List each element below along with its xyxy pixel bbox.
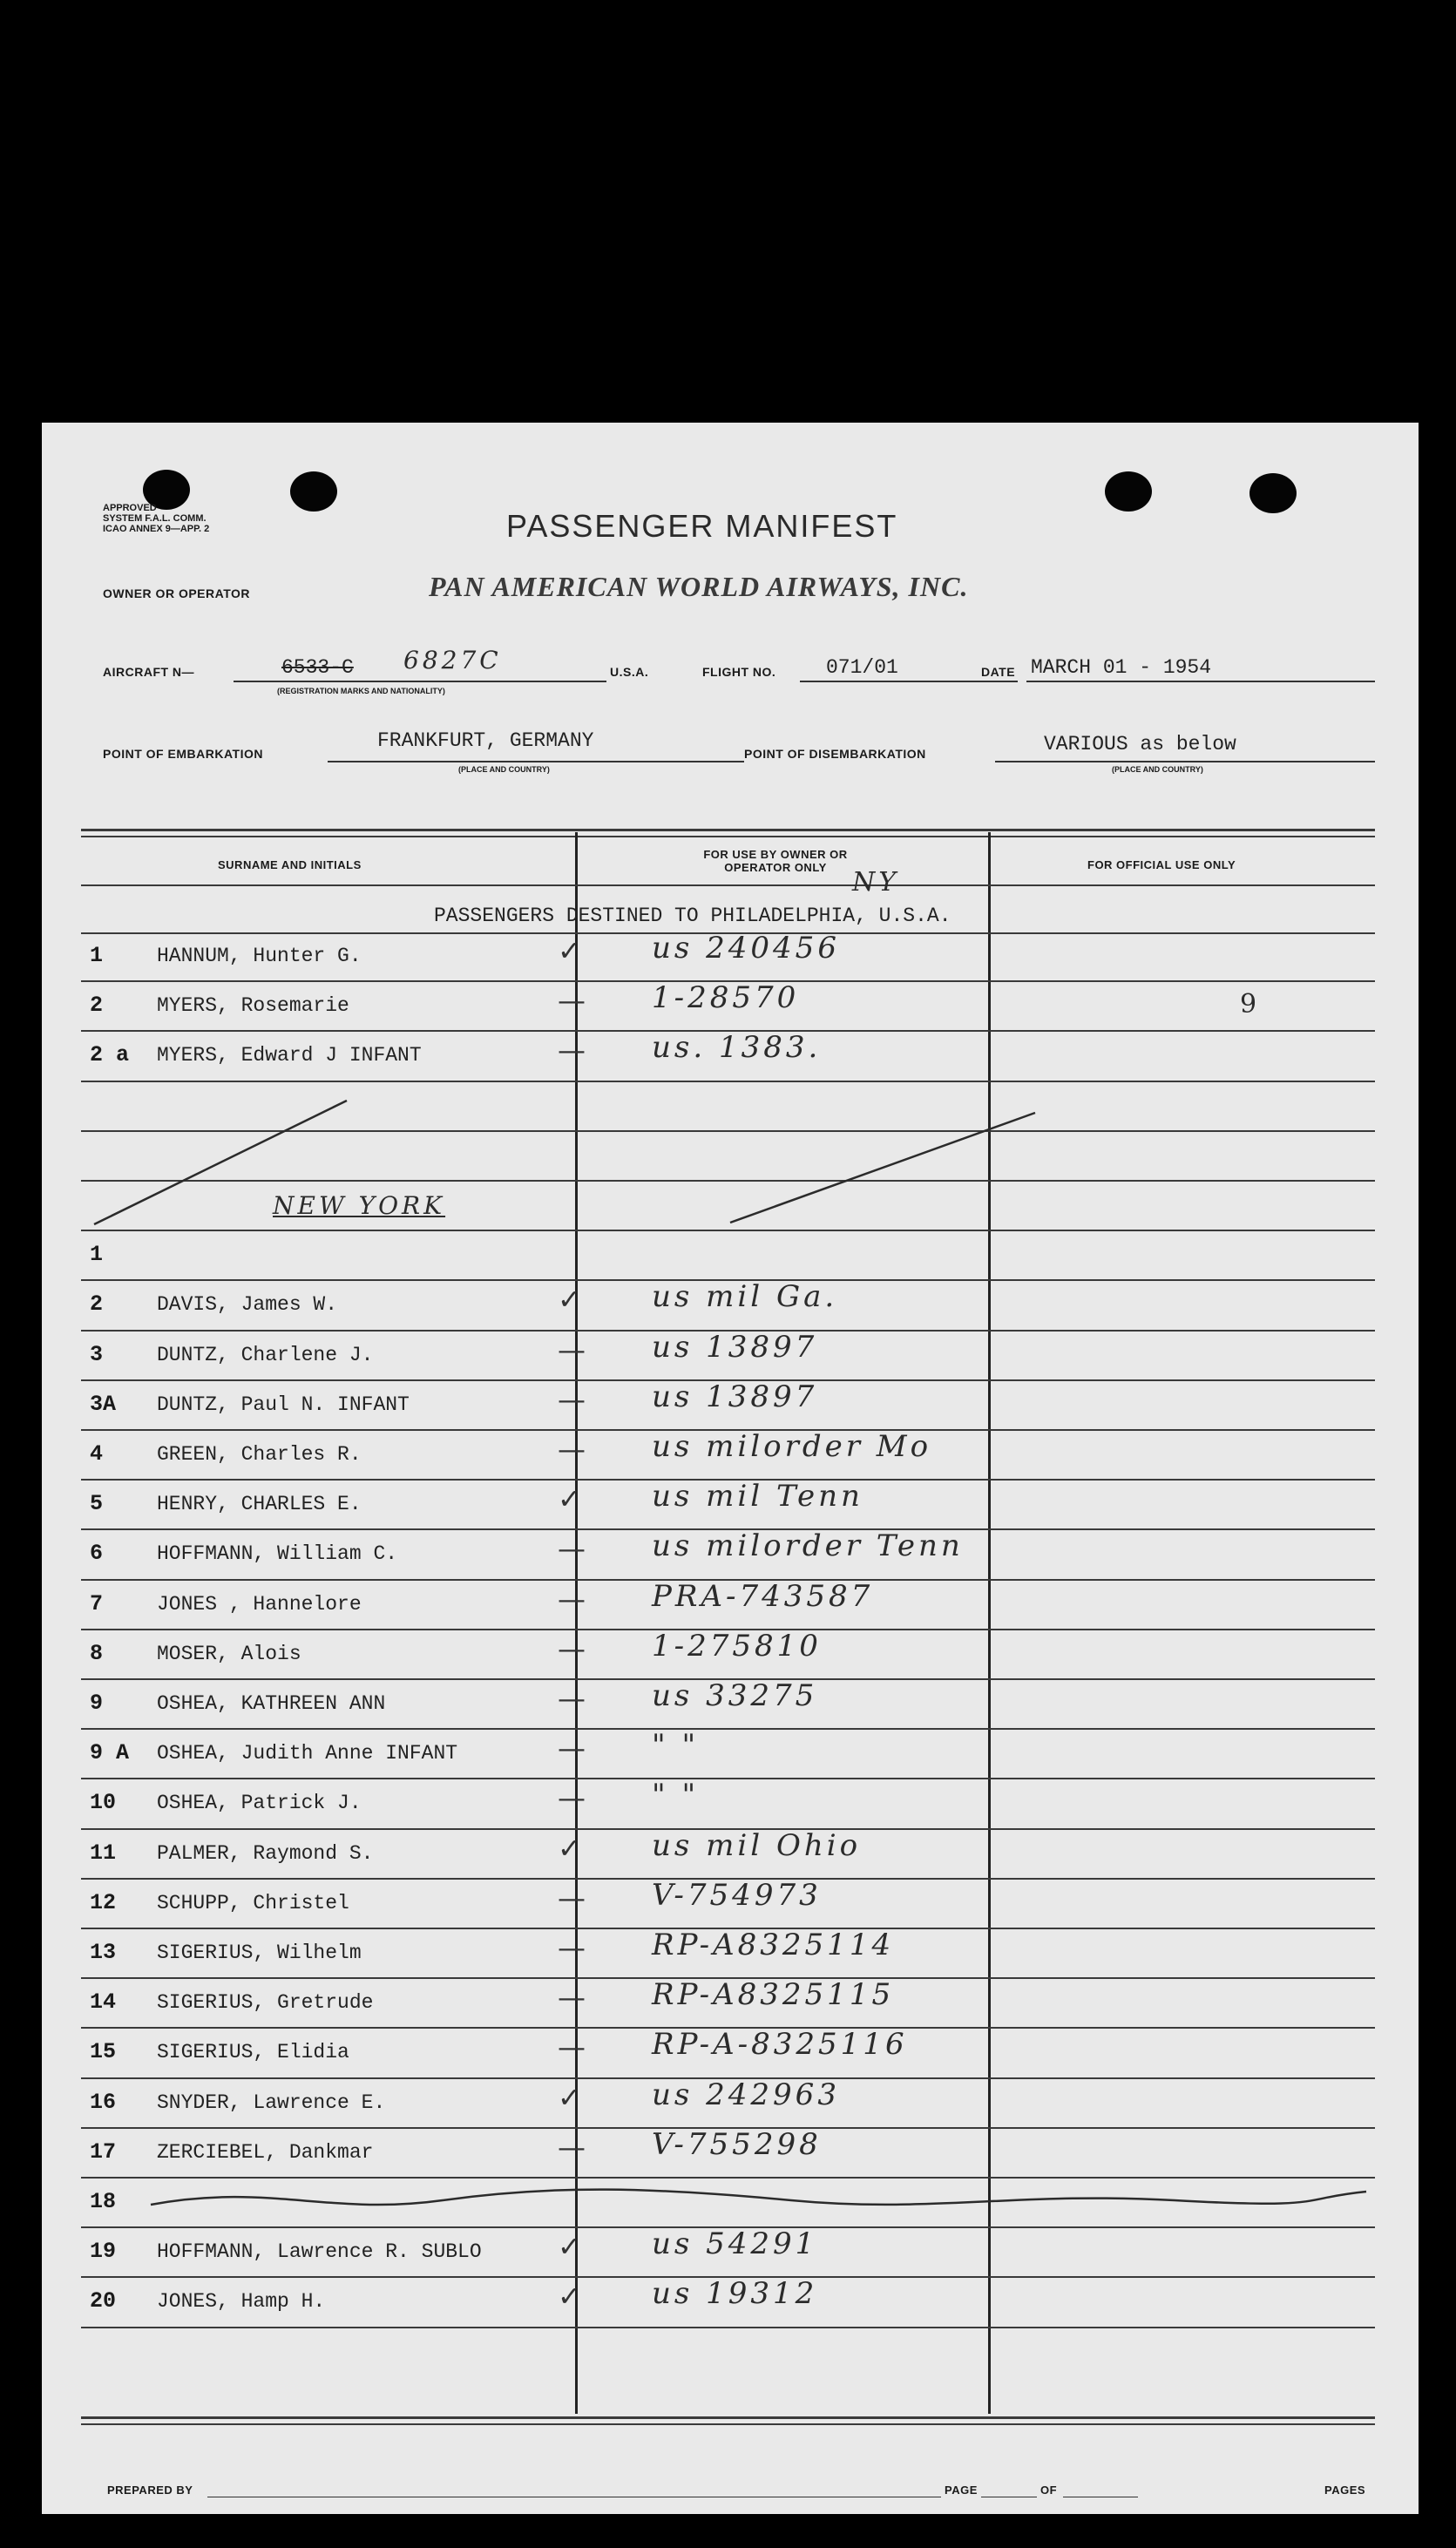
row-number: 12 [90, 1889, 117, 1915]
strike-line [730, 1113, 1035, 1223]
dash-mark-icon: — [558, 1682, 586, 1715]
row-number: 3A [90, 1391, 117, 1417]
aircraft-label: AIRCRAFT N— [103, 665, 195, 679]
dash-mark-icon: — [558, 1382, 586, 1416]
dash-mark-icon: — [558, 984, 586, 1018]
passenger-document-note: us mil Tenn [652, 1479, 863, 1515]
dash-mark-icon: — [558, 1631, 586, 1665]
company-name: PAN AMERICAN WORLD AIRWAYS, INC. [429, 571, 969, 602]
row-number: 2 [90, 993, 104, 1019]
row-number: 11 [90, 1840, 117, 1866]
embarkation-value: FRANKFURT, GERMANY [377, 729, 594, 752]
check-mark-icon: ✓ [558, 2280, 581, 2314]
section-heading-hand: NY [852, 867, 900, 898]
passenger-name: SIGERIUS, Elidia [157, 2041, 349, 2064]
row-number: 2 [90, 1291, 104, 1318]
dash-mark-icon: — [558, 1332, 586, 1366]
passenger-name: HANNUM, Hunter G. [157, 945, 362, 967]
passenger-name: HOFFMANN, William C. [157, 1542, 398, 1566]
row-number: 13 [90, 1940, 117, 1965]
passenger-name: JONES, Hamp H. [157, 2290, 326, 2314]
disembarkation-value: VARIOUS as below [1044, 733, 1236, 756]
passenger-document-note: us mil Ohio [652, 1827, 862, 1863]
passenger-name: OSHEA, Patrick J. [157, 1792, 362, 1815]
row-number: 1 [90, 943, 104, 968]
dash-mark-icon: — [558, 1731, 586, 1765]
manifest-sheet [42, 423, 1419, 2514]
passenger-document-note: 1-275810 [652, 1628, 822, 1664]
passenger-name: SCHUPP, Christel [157, 1891, 349, 1914]
passenger-name: SNYDER, Lawrence E. [157, 2091, 386, 2114]
date-label: DATE [981, 665, 1016, 679]
wavy-line [151, 2190, 1366, 2205]
dash-mark-icon: — [558, 1033, 586, 1067]
passenger-document-note: " " [652, 1728, 700, 1764]
passenger-document-note: " " [652, 1778, 700, 1813]
passenger-name: DAVIS, James W. [157, 1293, 338, 1317]
check-mark-icon: ✓ [558, 1482, 581, 1516]
country-label: U.S.A. [610, 665, 649, 679]
approval-line: ICAO ANNEX 9—APP. 2 [103, 524, 210, 534]
row-number: 1 [90, 1242, 104, 1268]
passenger-document-note: 1-28570 [652, 980, 800, 1016]
disembarkation-note: (PLACE AND COUNTRY) [1112, 765, 1203, 774]
row-number: 20 [90, 2288, 117, 2314]
dash-mark-icon: — [558, 1433, 586, 1466]
dash-mark-icon: — [558, 1881, 586, 1914]
pen-strokes [42, 423, 1419, 2514]
flight-label: FLIGHT NO. [702, 665, 776, 679]
date-value: MARCH 01 - 1954 [1031, 656, 1212, 679]
row-number: 15 [90, 2039, 117, 2065]
approval-line: APPROVED [103, 503, 157, 513]
passenger-document-note: us milorder Mo [652, 1429, 932, 1464]
row-number: 9 A [90, 1740, 130, 1766]
row-number: 2 a [90, 1042, 130, 1068]
dash-mark-icon: — [558, 2030, 586, 2064]
dash-mark-icon: — [558, 1931, 586, 1964]
owner-label: OWNER OR OPERATOR [103, 586, 250, 600]
passenger-document-note: us 33275 [652, 1678, 818, 1713]
passenger-name: HOFFMANN, Lawrence R. SUBLO [157, 2240, 482, 2264]
passenger-name: HENRY, CHARLES E. [157, 1493, 362, 1516]
dash-mark-icon: — [558, 1532, 586, 1566]
passenger-document-note: V-755298 [652, 2126, 822, 2162]
passenger-document-note: us mil Ga. [652, 1279, 838, 1315]
row-number: 4 [90, 1441, 104, 1467]
row-number: 17 [90, 2138, 117, 2165]
check-mark-icon: ✓ [558, 2230, 581, 2264]
passenger-document-note: us 19312 [652, 2276, 818, 2312]
passenger-document-note: us milorder Tenn [652, 1528, 964, 1564]
dash-mark-icon: — [558, 1981, 586, 2015]
passenger-document-note: us 13897 [652, 1379, 818, 1414]
passenger-name: OSHEA, KATHREEN ANN [157, 1692, 386, 1715]
disembarkation-label: POINT OF DISEMBARKATION [744, 747, 926, 761]
passenger-name: ZERCIEBEL, Dankmar [157, 2140, 374, 2164]
row-number: 5 [90, 1491, 104, 1517]
passenger-document-note: us 13897 [652, 1329, 818, 1365]
passenger-name: PALMER, Raymond S. [157, 1841, 374, 1865]
aircraft-value-typed: 6533-C [281, 656, 354, 679]
of-label: OF [1040, 2484, 1058, 2497]
passenger-document-note: us 54291 [652, 2226, 818, 2262]
col-official: FOR OFFICIAL USE ONLY [1087, 858, 1236, 871]
check-mark-icon: ✓ [558, 2080, 581, 2114]
row-number: 6 [90, 1541, 104, 1567]
pages-label: PAGES [1324, 2484, 1366, 2497]
passenger-name: DUNTZ, Charlene J. [157, 1343, 374, 1366]
embarkation-note: (PLACE AND COUNTRY) [458, 765, 550, 774]
passenger-document-note: PRA-743587 [652, 1578, 874, 1614]
row-number: 8 [90, 1640, 104, 1666]
row-number: 16 [90, 2089, 117, 2115]
passenger-name: OSHEA, Judith Anne INFANT [157, 1742, 458, 1765]
row-number: 7 [90, 1590, 104, 1616]
row-number: 3 [90, 1341, 104, 1367]
passenger-document-note: RP-A8325114 [652, 1928, 895, 1962]
embarkation-label: POINT OF EMBARKATION [103, 747, 263, 761]
row-number: 10 [90, 1790, 117, 1816]
passenger-document-note: us. 1383. [652, 1030, 822, 1066]
row-number: 19 [90, 2239, 117, 2265]
aircraft-value-hand: 6827C [403, 646, 502, 674]
passenger-document-note: RP-A8325115 [652, 1977, 895, 2013]
dash-mark-icon: — [558, 1582, 586, 1616]
approval-line: SYSTEM F.A.L. COMM. [103, 513, 207, 524]
row-number: 18 [90, 2189, 117, 2214]
passenger-name: MOSER, Alois [157, 1642, 301, 1665]
flight-value: 071/01 [826, 656, 898, 679]
passenger-name: MYERS, Rosemarie [157, 994, 349, 1018]
passenger-name: GREEN, Charles R. [157, 1443, 362, 1466]
row-number: 14 [90, 1989, 117, 2016]
passenger-document-note: us 240456 [652, 931, 840, 966]
aircraft-note: (REGISTRATION MARKS AND NATIONALITY) [277, 687, 445, 695]
section-heading: PASSENGERS DESTINED TO PHILADELPHIA, U.S.A. [434, 905, 951, 927]
page-title: PASSENGER MANIFEST [506, 508, 898, 544]
passenger-name: DUNTZ, Paul N. INFANT [157, 1393, 410, 1416]
check-mark-icon: ✓ [558, 934, 581, 967]
passenger-name: SIGERIUS, Wilhelm [157, 1941, 362, 1964]
dash-mark-icon: — [558, 1781, 586, 1815]
row-number: 9 [90, 1691, 104, 1716]
official-mark: 9 [1240, 989, 1261, 1020]
passenger-document-note: RP-A-8325116 [652, 2027, 908, 2063]
check-mark-icon: ✓ [558, 1831, 581, 1865]
check-mark-icon: ✓ [558, 1283, 581, 1317]
passenger-name: JONES , Hannelore [157, 1592, 362, 1616]
strike-line [94, 1101, 347, 1224]
passenger-name: SIGERIUS, Gretrude [157, 1991, 374, 2015]
dash-mark-icon: — [558, 2130, 586, 2164]
passenger-document-note: V-754973 [652, 1877, 822, 1913]
col-owner-use: FOR USE BY OWNER OR OPERATOR ONLY [703, 848, 848, 874]
page-label: PAGE [945, 2484, 978, 2497]
col-surname: SURNAME AND INITIALS [218, 858, 362, 871]
passenger-document-note: us 242963 [652, 2077, 840, 2112]
section2-heading: NEW YORK [273, 1191, 446, 1220]
prepared-by-label: PREPARED BY [107, 2484, 193, 2497]
passenger-name: MYERS, Edward J INFANT [157, 1044, 422, 1067]
